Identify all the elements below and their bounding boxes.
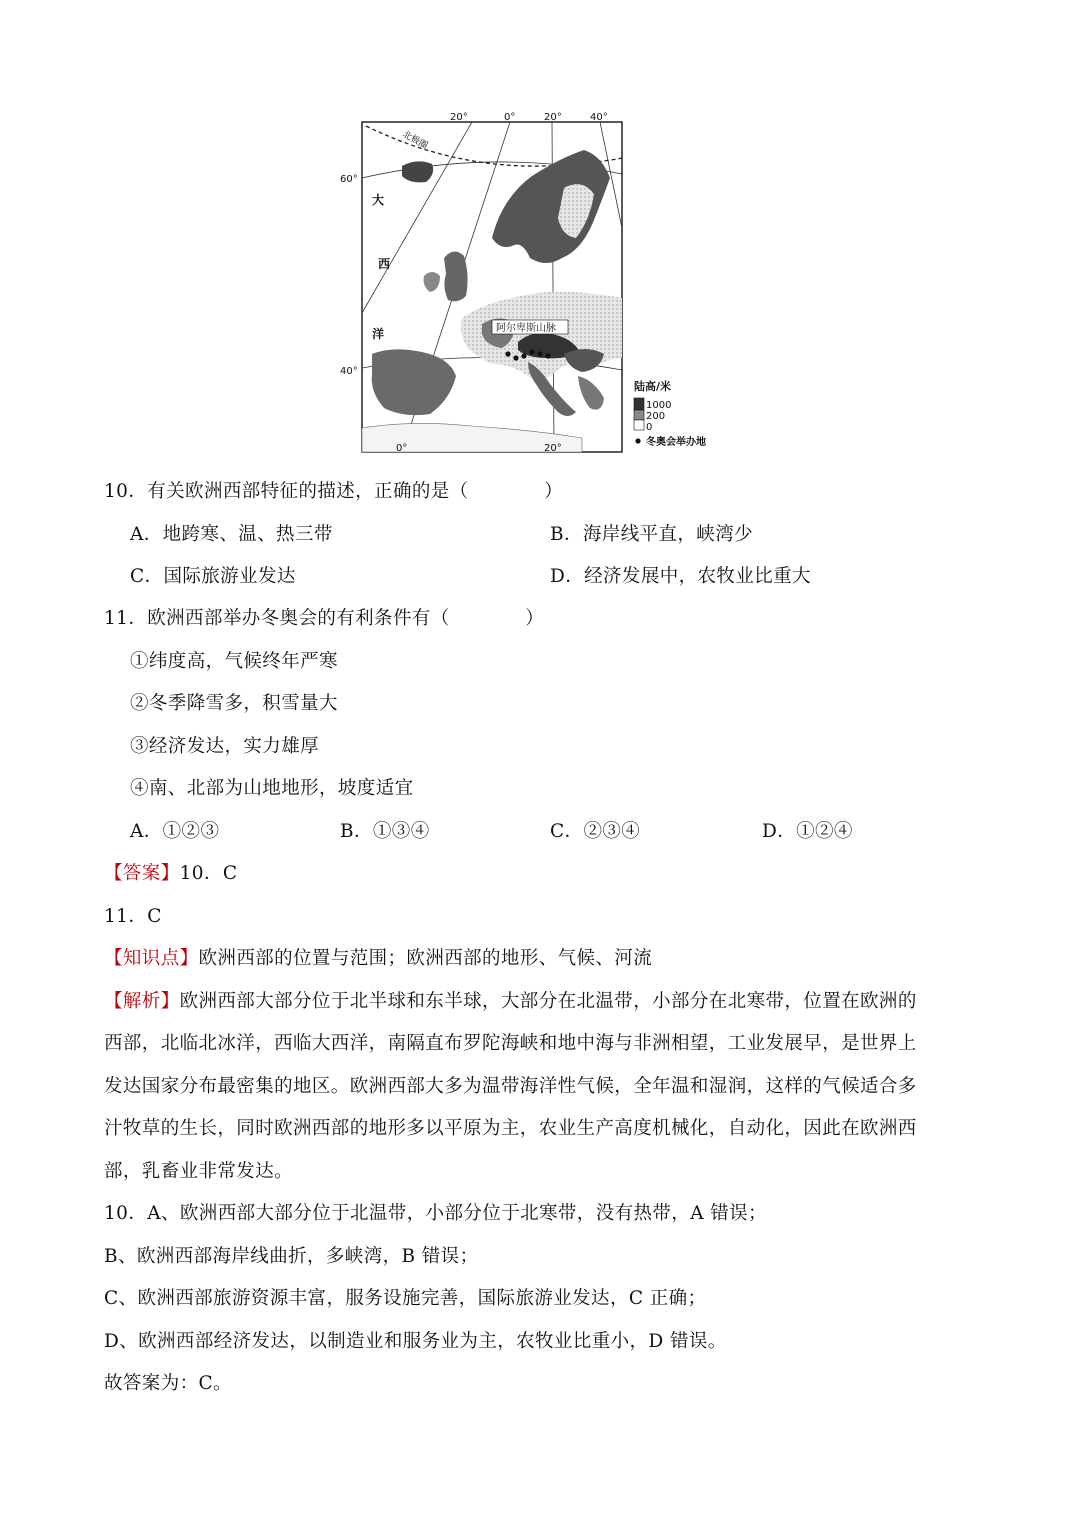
- q11-option-c: C．②③④: [550, 821, 641, 842]
- legend-title: 陆高/米: [634, 380, 672, 393]
- lat-label: 60°: [340, 174, 358, 185]
- q11-option-b: B．①③④: [340, 821, 430, 842]
- ocean-label: 大: [372, 193, 385, 207]
- lon-label: 20°: [544, 443, 562, 454]
- legend-value: 0: [646, 422, 653, 433]
- legend-value: 200: [646, 411, 666, 422]
- q10-option-a: A．地跨寒、温、热三带: [130, 524, 333, 545]
- lon-label: 0°: [396, 443, 408, 454]
- q11-item: ④南、北部为山地地形，坡度适宜: [130, 778, 414, 799]
- analysis-text: 发达国家分布最密集的地区。欧洲西部大多为温带海洋性气候，全年温和湿润，这样的气候适合多: [104, 1076, 917, 1097]
- iceland-shape: [402, 161, 433, 182]
- lon-label: 40°: [590, 112, 608, 123]
- knowledge-tag: 【知识点】: [104, 948, 199, 969]
- europe-map-figure: [332, 108, 728, 458]
- q11-option-a: A．①②③: [130, 821, 220, 842]
- analysis-text: 欧洲西部大部分位于北半球和东半球，大部分在北温带，小部分在北寒带，位置在欧洲的: [179, 991, 917, 1012]
- q10-option-d: D．经济发展中，农牧业比重大: [550, 566, 811, 587]
- legend-value: 1000: [646, 400, 672, 411]
- analysis-line: [104, 990, 917, 1014]
- lon-label: 20°: [544, 112, 562, 123]
- q10-option-c: C．国际旅游业发达: [130, 566, 296, 587]
- analysis-text: 西部，北临北冰洋，西临大西洋，南隔直布罗陀海峡和地中海与非洲相望，工业发展早，是世界上: [104, 1033, 917, 1054]
- q11-item: ②冬季降雪多，积雪量大: [130, 693, 338, 714]
- q11-item: ①纬度高，气候终年严寒: [130, 651, 338, 672]
- europe-map: [332, 108, 728, 458]
- ocean-label: 洋: [372, 327, 385, 341]
- q10-stem: 10．有关欧洲西部特征的描述，正确的是（ ）: [104, 481, 564, 502]
- lat-label: 40°: [340, 366, 358, 377]
- answer-10: 10．C: [179, 863, 238, 884]
- knowledge-text: 欧洲西部的位置与范围；欧洲西部的地形、气候、河流: [198, 948, 653, 969]
- q11-stem: 11．欧洲西部举办冬奥会的有利条件有（ ）: [104, 608, 545, 629]
- lon-label: 0°: [504, 112, 516, 123]
- legend-marker-label: 冬奥会举办地: [646, 437, 706, 448]
- analysis-text: 部，乳畜业非常发达。: [104, 1161, 294, 1182]
- analysis-text: 汁牧草的生长，同时欧洲西部的地形多以平原为主，农业生产高度机械化，自动化，因此在欧洲西: [104, 1118, 917, 1139]
- explain-line: D、欧洲西部经济发达，以制造业和服务业为主，农牧业比重小，D 错误。: [104, 1331, 727, 1352]
- explain-line: 10．A、欧洲西部大部分位于北温带，小部分位于北寒带，没有热带，A 错误；: [104, 1203, 767, 1224]
- alps-label: 阿尔卑斯山脉: [496, 323, 556, 334]
- final-answer: 故答案为：C。: [104, 1373, 232, 1394]
- answer-tag: 【答案】: [104, 863, 180, 884]
- explain-line: B、欧洲西部海岸线曲折，多峡湾，B 错误；: [104, 1246, 479, 1267]
- ocean-label: 西: [378, 257, 391, 271]
- q10-option-b: B．海岸线平直，峡湾少: [550, 524, 753, 545]
- explain-line: C、欧洲西部旅游资源丰富，服务设施完善，国际旅游业发达，C 正确；: [104, 1288, 707, 1309]
- analysis-tag: 【解析】: [104, 991, 180, 1012]
- q11-item: ③经济发达，实力雄厚: [130, 736, 320, 757]
- britain-shape: [444, 251, 468, 301]
- lon-label: 20°: [450, 112, 468, 123]
- answer-11: 11．C: [104, 906, 162, 927]
- map-legend: [634, 379, 706, 448]
- answer-line: [104, 862, 237, 886]
- q11-option-d: D．①②④: [762, 821, 853, 842]
- knowledge-line: [104, 947, 652, 971]
- arctic-circle-label: 北极圈: [400, 129, 430, 152]
